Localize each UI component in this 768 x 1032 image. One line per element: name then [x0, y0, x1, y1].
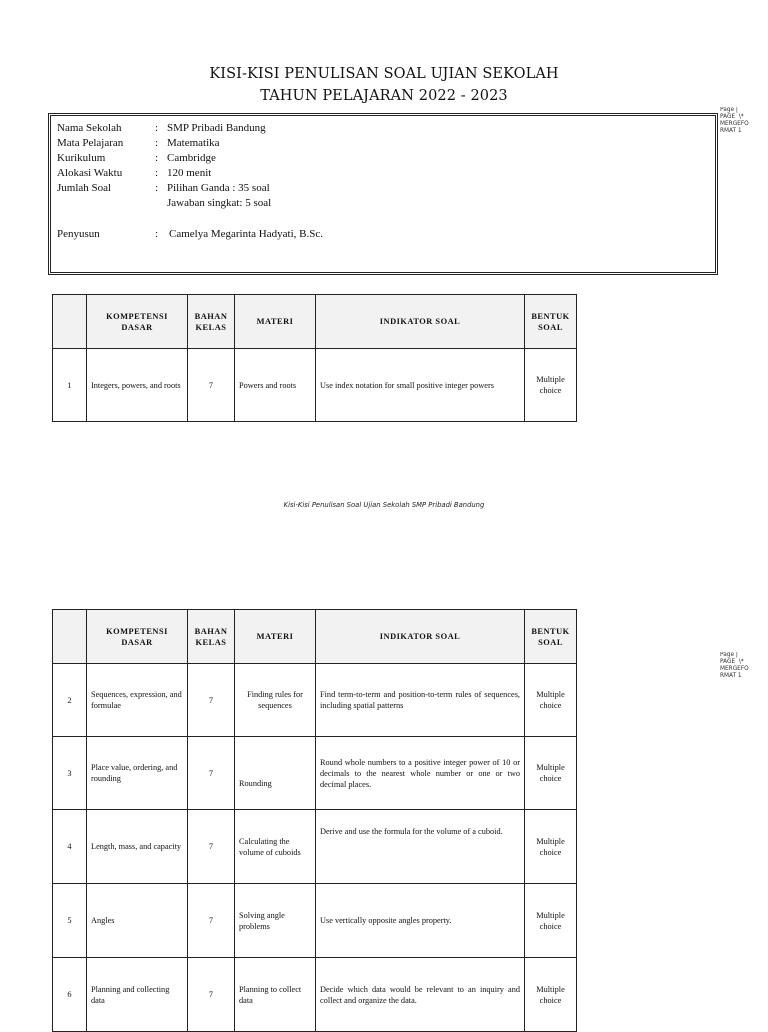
table-row [53, 958, 577, 1032]
header-no [53, 610, 87, 664]
cell-materi: Calculating the volume of cuboids [235, 810, 316, 884]
table-header-row [53, 295, 577, 349]
header-kompetensi: KOMPETENSI DASAR [87, 610, 188, 664]
table-row [53, 737, 577, 810]
cell-no: 4 [53, 810, 87, 884]
header-indikator: INDIKATOR SOAL [316, 610, 525, 664]
header-indikator: INDIKATOR SOAL [316, 295, 525, 349]
table-row [53, 664, 577, 737]
cell-bentuk: Multiple choice [525, 664, 577, 737]
info-colon: : [155, 122, 159, 134]
info-colon: : [155, 137, 159, 149]
info-value: 120 menit [167, 167, 212, 179]
document-subtitle: TAHUN PELAJARAN 2022 - 2023 [260, 88, 508, 104]
info-colon: : [155, 228, 159, 240]
cell-materi: Rounding [235, 737, 316, 810]
info-box [48, 113, 718, 275]
info-value: Jawaban singkat: 5 soal [167, 197, 272, 209]
cell-indikator: Use index notation for small positive integer powers [316, 349, 525, 422]
header-bentuk: BENTUK SOAL [525, 295, 577, 349]
table-row [53, 810, 577, 884]
info-value: Cambridge [167, 152, 216, 164]
info-label: Alokasi Waktu [57, 167, 123, 179]
info-label: Jumlah Soal [57, 182, 112, 194]
info-label: Nama Sekolah [57, 122, 122, 134]
cell-materi: Planning to collect data [235, 958, 316, 1032]
cell-kelas: 7 [188, 349, 235, 422]
table-header-row [53, 610, 577, 664]
cell-no: 2 [53, 664, 87, 737]
cell-kompetensi: Length, mass, and capacity [87, 810, 188, 884]
cell-kompetensi: Place value, ordering, and rounding [87, 737, 188, 810]
cell-indikator: Derive and use the formula for the volume of a cuboid. [316, 810, 525, 884]
info-colon: : [155, 167, 159, 179]
header-no [53, 295, 87, 349]
cell-bentuk: Multiple choice [525, 958, 577, 1032]
cell-no: 5 [53, 884, 87, 958]
kisi-kisi-table-2 [52, 609, 577, 1032]
cell-bentuk: Multiple choice [525, 884, 577, 958]
header-materi: MATERI [235, 295, 316, 349]
cell-kelas: 7 [188, 810, 235, 884]
info-value: Camelya Megarinta Hadyati, B.Sc. [169, 228, 323, 240]
info-colon: : [155, 182, 159, 194]
cell-materi: Solving angle problems [235, 884, 316, 958]
header-bentuk: BENTUK SOAL [525, 610, 577, 664]
cell-materi: Powers and roots [235, 349, 316, 422]
cell-kelas: 7 [188, 884, 235, 958]
cell-no: 6 [53, 958, 87, 1032]
cell-kelas: 7 [188, 664, 235, 737]
info-label: Penyusun [57, 228, 100, 240]
info-value: SMP Pribadi Bandung [167, 122, 266, 134]
info-label: Kurikulum [57, 152, 106, 164]
page-field-note: Page | PAGE \* MERGEFO RMAT 1 [720, 652, 749, 679]
info-value: Pilihan Ganda : 35 soal [167, 182, 270, 194]
cell-bentuk: Multiple choice [525, 737, 577, 810]
info-label: Mata Pelajaran [57, 137, 124, 149]
cell-bentuk: Multiple choice [525, 810, 577, 884]
header-kompetensi: KOMPETENSI DASAR [87, 295, 188, 349]
cell-indikator: Decide which data would be relevant to an inquiry and collect and organize the data. [316, 958, 525, 1032]
cell-kelas: 7 [188, 958, 235, 1032]
header-materi: MATERI [235, 610, 316, 664]
cell-no: 3 [53, 737, 87, 810]
cell-kompetensi: Integers, powers, and roots [87, 349, 188, 422]
cell-indikator: Round whole numbers to a positive integer power of 10 or decimals to the nearest whole number or one or two decimal places. [316, 737, 525, 810]
cell-kompetensi: Angles [87, 884, 188, 958]
cell-indikator: Use vertically opposite angles property. [316, 884, 525, 958]
cell-bentuk: Multiple choice [525, 349, 577, 422]
header-kelas: BAHAN KELAS [188, 610, 235, 664]
cell-materi: Finding rules for sequences [235, 664, 316, 737]
document-title: KISI-KISI PENULISAN SOAL UJIAN SEKOLAH [209, 66, 559, 82]
kisi-kisi-table-1 [52, 294, 577, 422]
table-row [53, 349, 577, 422]
page-field-note: Page | PAGE \* MERGEFO RMAT 1 [720, 107, 749, 134]
info-colon: : [155, 152, 159, 164]
table-row [53, 884, 577, 958]
header-kelas: BAHAN KELAS [188, 295, 235, 349]
cell-no: 1 [53, 349, 87, 422]
cell-indikator: Find term-to-term and position-to-term rules of sequences, including spatial patterns [316, 664, 525, 737]
page-footer: Kisi-Kisi Penulisan Soal Ujian Sekolah SMP Pribadi Bandung [283, 501, 485, 509]
cell-kompetensi: Planning and collecting data [87, 958, 188, 1032]
cell-kompetensi: Sequences, expression, and formulae [87, 664, 188, 737]
cell-kelas: 7 [188, 737, 235, 810]
info-value: Matematika [167, 137, 220, 149]
